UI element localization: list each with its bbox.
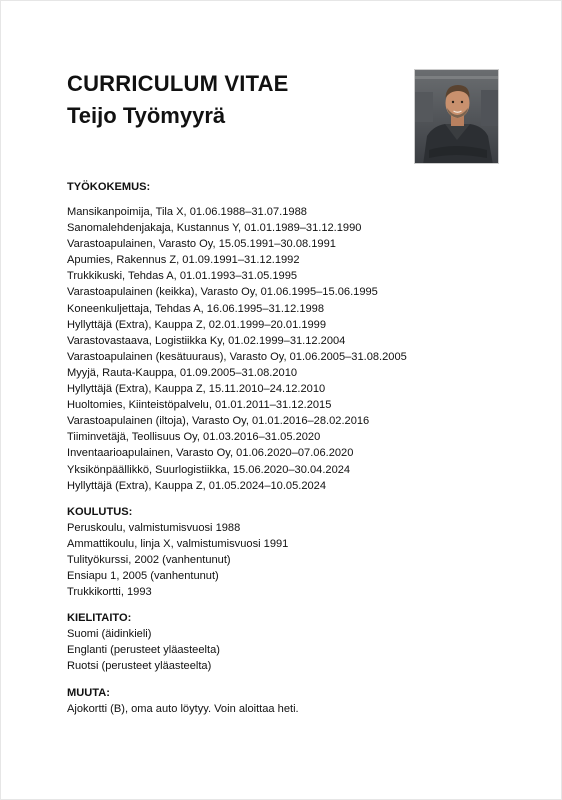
- person-name: Teijo Työmyyrä: [67, 103, 226, 128]
- list-item: Tiiminvetäjä, Teollisuus Oy, 01.03.2016–31.05.2020: [67, 431, 321, 444]
- education-heading: KOULUTUS:: [67, 506, 133, 518]
- title-block: [67, 69, 289, 131]
- other-section: [67, 685, 299, 717]
- list-item: Trukkikuski, Tehdas A, 01.01.1993–31.05.1995: [67, 270, 298, 283]
- portrait-photo-icon: [415, 70, 499, 164]
- list-item: Ensiapu 1, 2005 (vanhentunut): [67, 570, 219, 583]
- list-item: Englanti (perusteet yläasteelta): [67, 644, 220, 657]
- document-title: CURRICULUM VITAE: [67, 71, 289, 96]
- language-skills-list: [67, 626, 220, 674]
- list-item: Inventaarioapulainen, Varasto Oy, 01.06.2020–07.06.2020: [67, 447, 354, 460]
- list-item: Hyllyttäjä (Extra), Kauppa Z, 15.11.2010–24.12.2010: [67, 383, 326, 396]
- language-skills-section: [67, 610, 220, 674]
- other-heading: MUUTA:: [67, 687, 110, 699]
- work-experience-section: [67, 179, 407, 494]
- list-item: Apumies, Rakennus Z, 01.09.1991–31.12.1992: [67, 254, 300, 267]
- list-item: Varastoapulainen, Varasto Oy, 15.05.1991–30.08.1991: [67, 238, 336, 251]
- work-experience-list: [67, 204, 407, 494]
- list-item: Varastoapulainen (keikka), Varasto Oy, 01.06.1995–15.06.1995: [67, 286, 378, 299]
- list-item: Suomi (äidinkieli): [67, 628, 152, 640]
- list-item: Trukkikortti, 1993: [67, 586, 152, 599]
- list-item: Varastoapulainen (kesätuuraus), Varasto Oy, 01.06.2005–31.08.2005: [67, 350, 407, 363]
- list-item: Mansikanpoimija, Tila X, 01.06.1988–31.07.1988: [67, 206, 307, 218]
- list-item: Peruskoulu, valmistumisvuosi 1988: [67, 522, 241, 534]
- language-skills-heading: KIELITAITO:: [67, 612, 132, 624]
- list-item: Hyllyttäjä (Extra), Kauppa Z, 02.01.1999–20.01.1999: [67, 318, 327, 331]
- list-item: Myyjä, Rauta-Kauppa, 01.09.2005–31.08.2010: [67, 366, 298, 379]
- list-item: Varastoapulainen (iltoja), Varasto Oy, 01.01.2016–28.02.2016: [67, 415, 370, 428]
- list-item: Tulityökurssi, 2002 (vanhentunut): [67, 554, 231, 567]
- list-item: Huoltomies, Kiinteistöpalvelu, 01.01.2011–31.12.2015: [67, 399, 332, 412]
- list-item: Yksikönpäällikkö, Suurlogistiikka, 15.06.2020–30.04.2024: [67, 463, 351, 476]
- portrait-photo: [414, 69, 499, 164]
- list-item: Varastovastaava, Logistiikka Ky, 01.02.1999–31.12.2004: [67, 334, 346, 347]
- education-list: [67, 520, 288, 600]
- education-section: [67, 504, 288, 600]
- work-experience-heading: TYÖKOKEMUS:: [67, 181, 151, 193]
- list-item: Ammattikoulu, linja X, valmistumisvuosi 1991: [67, 538, 289, 551]
- other-text: Ajokortti (B), oma auto löytyy. Voin aloittaa heti.: [67, 703, 299, 715]
- list-item: Ruotsi (perusteet yläasteelta): [67, 660, 212, 673]
- list-item: Hyllyttäjä (Extra), Kauppa Z, 01.05.2024–10.05.2024: [67, 479, 327, 492]
- list-item: Sanomalehdenjakaja, Kustannus Y, 01.01.1989–31.12.1990: [67, 222, 362, 235]
- list-item: Koneenkuljettaja, Tehdas A, 16.06.1995–31.12.1998: [67, 302, 325, 315]
